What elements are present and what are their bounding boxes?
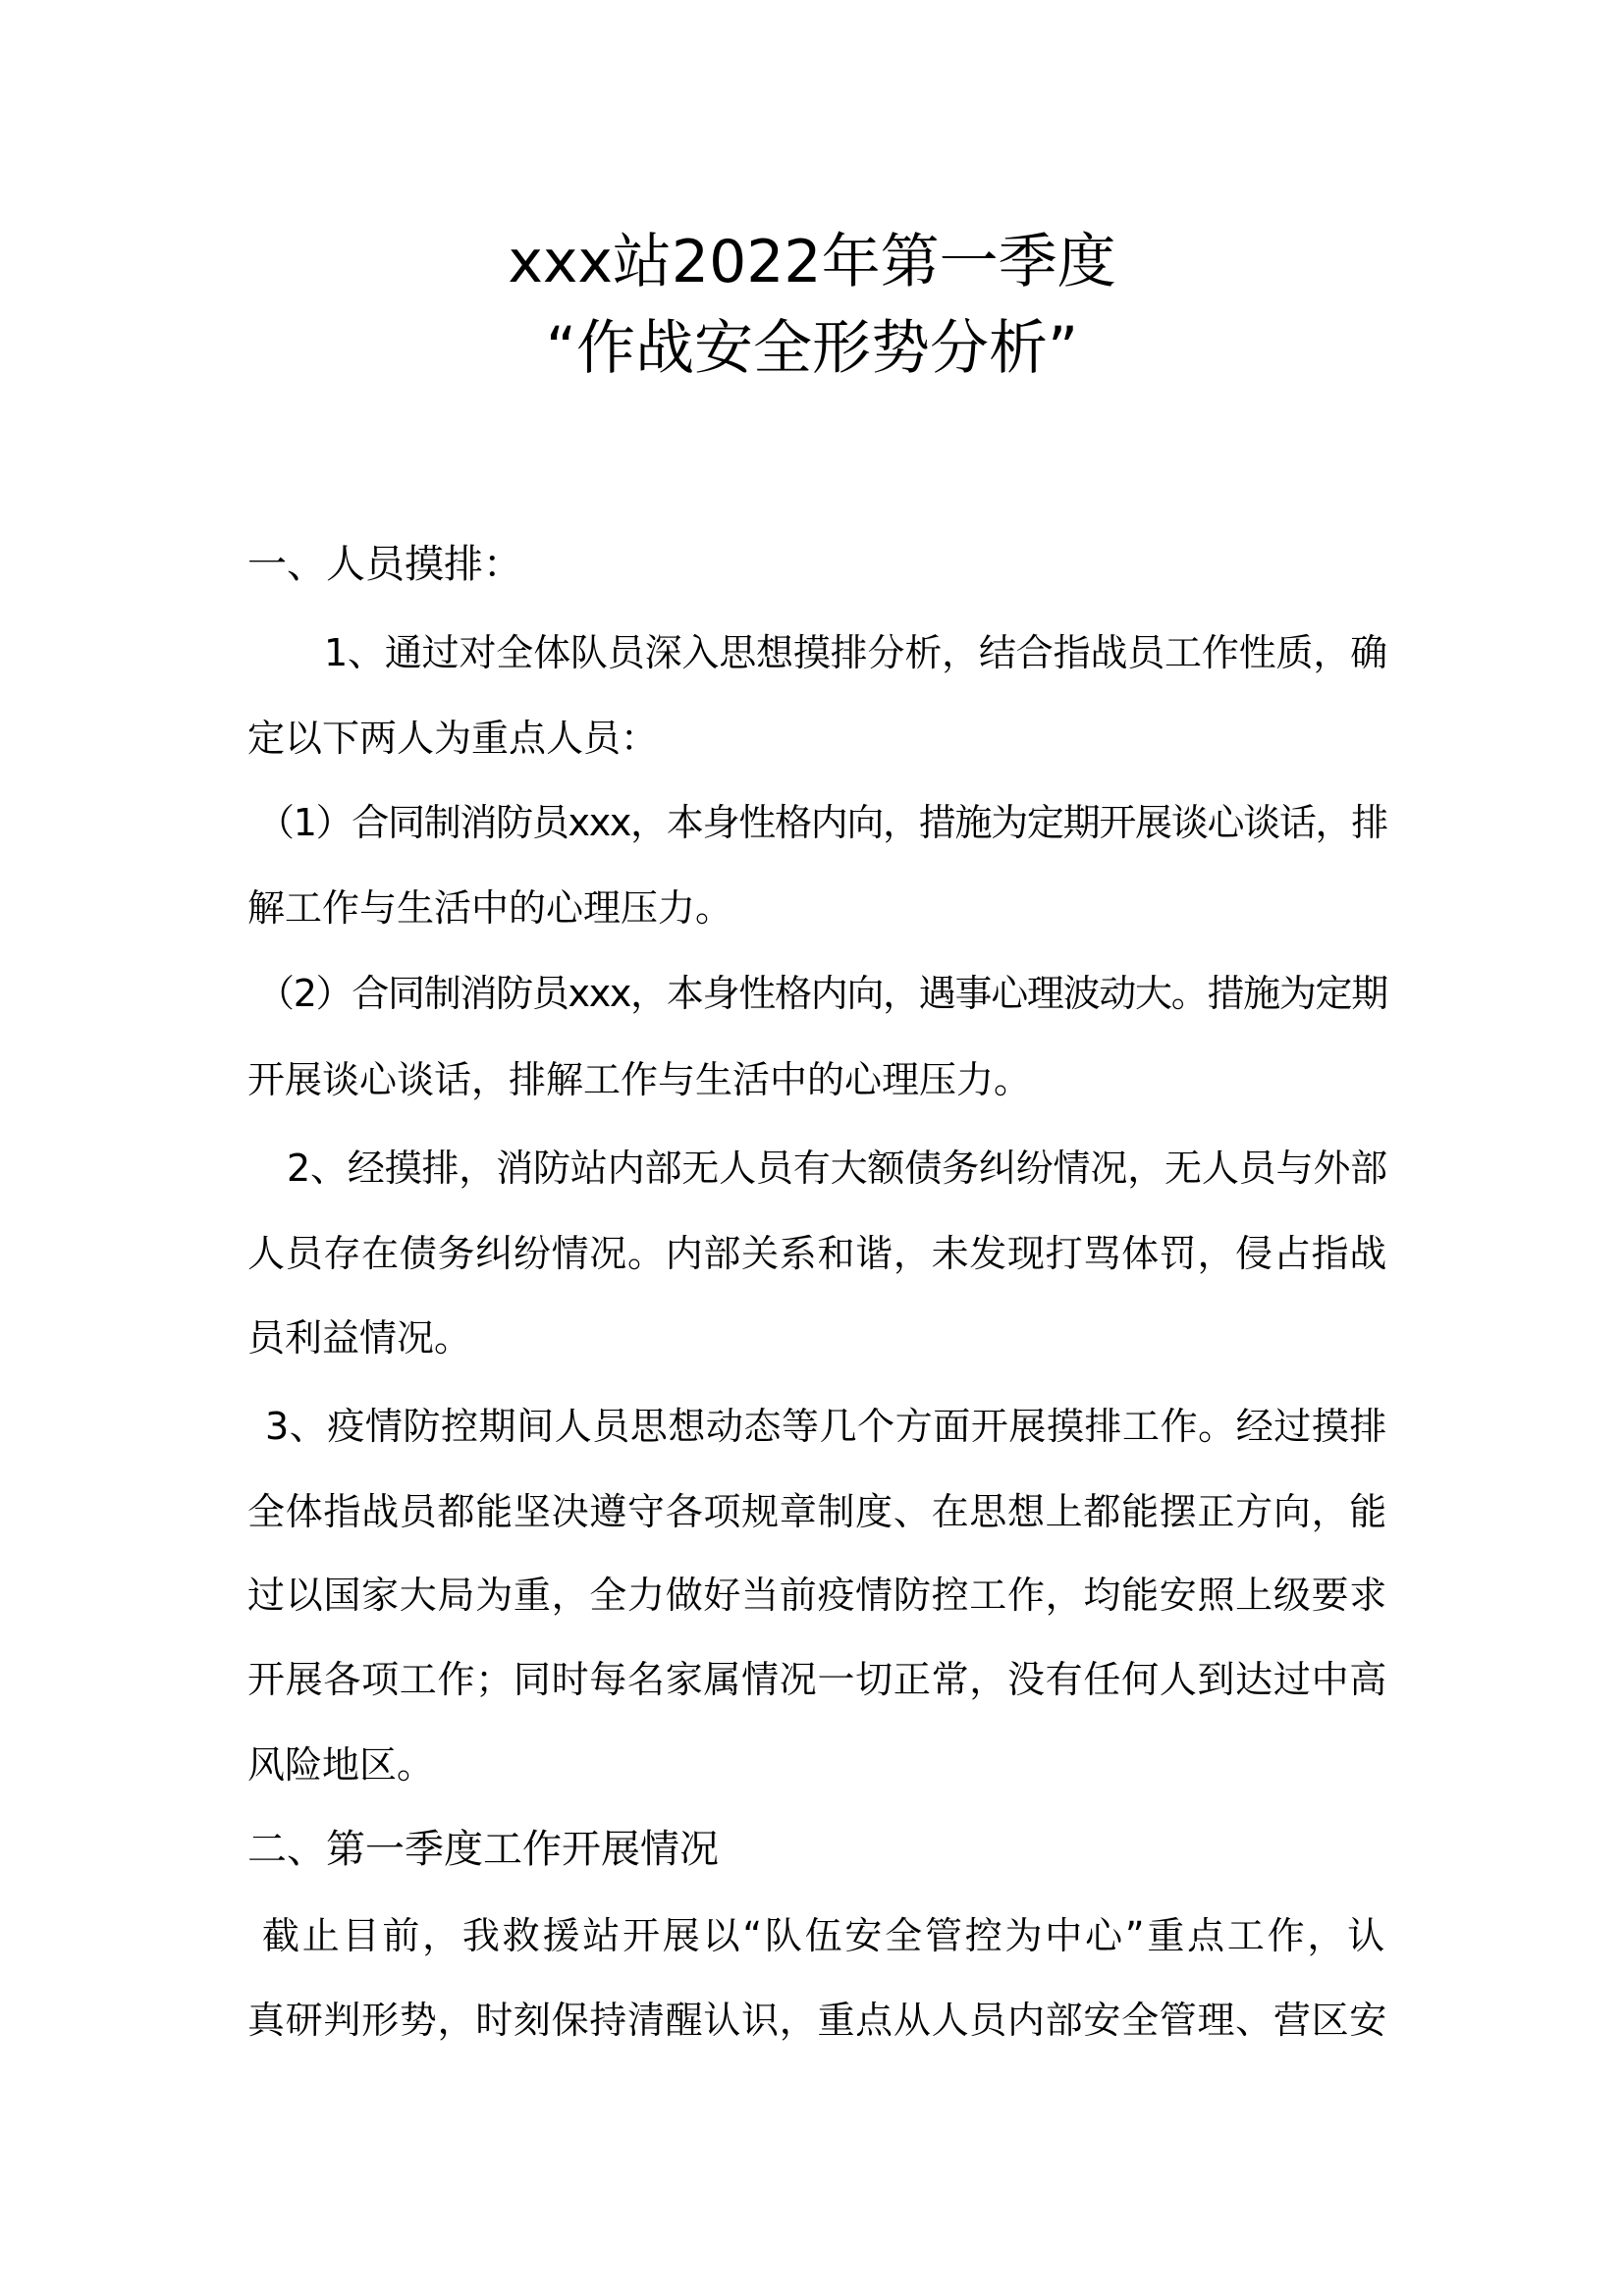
paragraph-line: 开展各项工作；同时每名家属情况一切正常，没有任何人到达过中高 bbox=[247, 1658, 1387, 1701]
paragraph-line: 定以下两人为重点人员： bbox=[247, 717, 659, 760]
paragraph-line: （2）合同制消防员xxx，本身性格内向，遇事心理波动大。措施为定期 bbox=[257, 972, 1387, 1015]
paragraph-line: 人员存在债务纠纷情况。内部关系和谐，未发现打骂体罚，侵占指战 bbox=[247, 1232, 1387, 1275]
document-title-line1: xxx站2022年第一季度 bbox=[508, 228, 1116, 296]
paragraph-line: 解工作与生活中的心理压力。 bbox=[247, 886, 733, 930]
document-title-line2: “作战安全形势分析” bbox=[545, 314, 1079, 383]
paragraph-line: 开展谈心谈话，排解工作与生活中的心理压力。 bbox=[247, 1058, 1032, 1101]
paragraph-line: （1）合同制消防员xxx，本身性格内向，措施为定期开展谈心谈话，排 bbox=[257, 801, 1387, 844]
paragraph-line: 3、疫情防控期间人员思想动态等几个方面开展摸排工作。经过摸排 bbox=[265, 1405, 1387, 1448]
section2-heading: 二、第一季度工作开展情况 bbox=[247, 1827, 719, 1872]
paragraph-line: 2、经摸排，消防站内部无人员有大额债务纠纷情况，无人员与外部 bbox=[287, 1147, 1387, 1190]
section1-heading: 一、人员摸排： bbox=[247, 542, 522, 587]
paragraph-line: 风险地区。 bbox=[247, 1743, 435, 1787]
paragraph-line: 截止目前，我救援站开展以“队伍安全管控为中心”重点工作，认 bbox=[262, 1914, 1387, 1957]
paragraph-line: 1、通过对全体队员深入思想摸排分析，结合指战员工作性质，确 bbox=[324, 631, 1387, 674]
paragraph-line: 过以国家大局为重，全力做好当前疫情防控工作，均能安照上级要求 bbox=[247, 1574, 1387, 1617]
paragraph-line: 真研判形势，时刻保持清醒认识，重点从人员内部安全管理、营区安 bbox=[247, 1999, 1387, 2042]
paragraph-line: 员利益情况。 bbox=[247, 1316, 472, 1360]
paragraph-line: 全体指战员都能坚决遵守各项规章制度、在思想上都能摆正方向，能 bbox=[247, 1490, 1387, 1533]
